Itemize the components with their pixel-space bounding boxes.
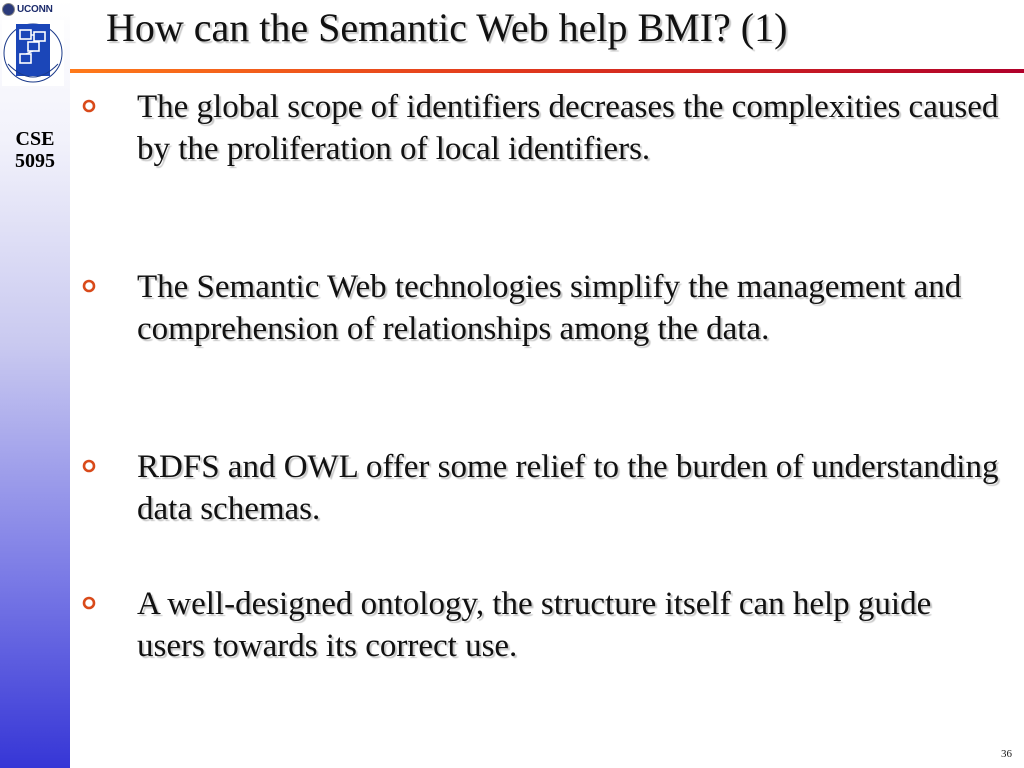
circle-bullet-icon: [82, 279, 96, 293]
bullet-text: The global scope of identifiers decreases the complexities caused by the proliferation of local identifiers.: [137, 89, 999, 167]
circle-bullet-icon: [82, 99, 96, 113]
course-code: [0, 128, 70, 172]
circle-bullet-icon: [82, 459, 96, 473]
course-code-line2: 5095: [15, 150, 55, 172]
bullet-text: The Semantic Web technologies simplify the management and comprehension of relationships among the data.: [137, 269, 962, 347]
uconn-logo: [2, 2, 53, 16]
circle-bullet-icon: [82, 596, 96, 610]
course-code-line1: CSE: [15, 128, 55, 150]
uconn-logo-text: UCONN: [17, 3, 53, 15]
sidebar: [0, 0, 70, 768]
uconn-seal-icon: [2, 3, 15, 16]
title-underline-rule: [70, 69, 1024, 73]
cse-department-emblem-icon: [2, 20, 64, 86]
bullet-text: RDFS and OWL offer some relief to the burden of understanding data schemas.: [137, 449, 999, 527]
page-number: 36: [1001, 748, 1012, 760]
bullet-text: A well-designed ontology, the structure itself can help guide users towards its correct use.: [137, 586, 932, 664]
slide-title: How can the Semantic Web help BMI? (1): [106, 5, 788, 50]
